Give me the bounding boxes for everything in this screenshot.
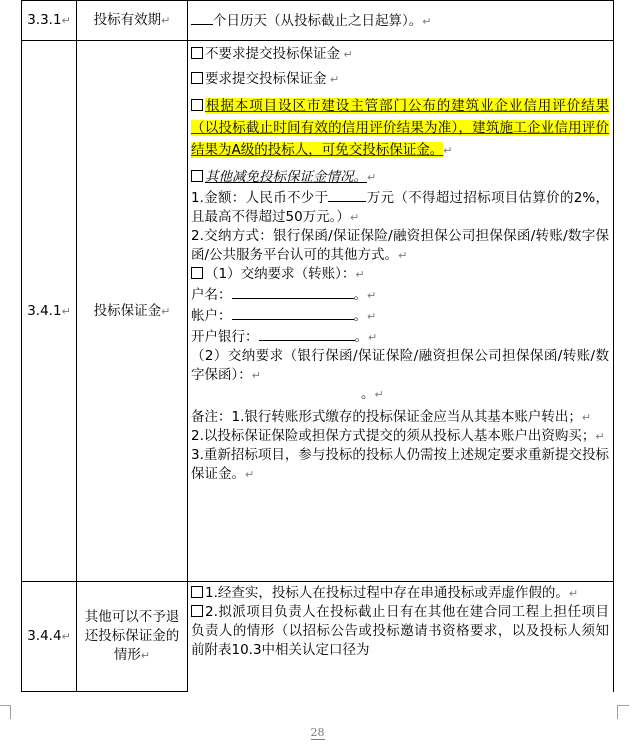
clause-number: 3.4.1↵	[22, 41, 77, 582]
checkbox-icon	[191, 72, 203, 84]
checkbox-icon	[191, 99, 203, 111]
crop-mark	[617, 705, 618, 719]
crop-mark	[617, 705, 629, 706]
table-row	[22, 41, 614, 582]
table-row	[22, 582, 614, 692]
checkbox-icon	[191, 267, 203, 279]
checkbox-icon	[191, 605, 203, 617]
clause-number: 3.4.4↵	[22, 582, 77, 692]
document-table	[21, 0, 614, 692]
page-number: 28	[310, 726, 325, 739]
highlighted-option: 根据本项目设区市建设主管部门公布的建筑业企业信用评价结果（以投标截止时间有效的信用评价结果为准），建筑施工企业信用评价结果为A级的投标人，可免交投标保证金。	[191, 98, 609, 158]
crop-mark	[0, 705, 10, 706]
clause-title: 投标保证金↵	[77, 41, 188, 582]
clause-content: 不要求提交投标保证金 ↵ 要求提交投标保证金 ↵ 根据本项目设区市建设主管部门公布的建筑业企业信用评价结果（以投标截止时间有效的信用评价结果为准），建筑施工企业信用评价结果为A级的投标人，可免交投标保证金。↵ 其他减免投标保证金情况。↵ 1.金额：人民币不少于 万元（不得超过招标项目估算价的2%，且最高不得超过50万元。）↵ 2.交纳方式：银行保函/保证保险/融资担保公司担保保函/转账/数字保函/公共服务平台认可的其他方式。↵ （1）交纳要求（转账）：↵ 户名： 。↵ 帐户： 。↵ 开户银行： 。↵ （2）交纳要求（银行保函/保证保险/融资担保公司担保保函/转账/数字保函）：↵ 。↵ 备注：1.银行转账形式缴存的投标保证金应当从其基本账户转出；↵ 2.以投标保证保险或担保方式提交的须从投标人基本账户出资购买；↵ 3.重新招标项目，参与投标的投标人仍需按上述规定要求重新提交投标保证金。↵	[188, 41, 614, 582]
clause-content: 1.经查实，投标人在投标过程中存在串通投标或弄虚作假的。↵ 2.拟派项目负责人在投标截止日有在其他在建合同工程上担任项目负责人的情形（以招标公告或投标邀请书资格要求，以及投标人须知前附表10.3中相关认定口径为	[188, 582, 614, 692]
clause-title: 其他可以不予退还投标保证金的情形↵	[77, 582, 188, 692]
checkbox-icon	[191, 47, 203, 59]
table-row	[22, 1, 614, 41]
crop-mark	[10, 705, 11, 719]
clause-content: 个日历天（从投标截止之日起算）。↵	[188, 1, 614, 41]
clause-number: 3.3.1↵	[22, 1, 77, 41]
checkbox-icon	[191, 170, 203, 182]
checkbox-icon	[191, 586, 203, 598]
clause-title: 投标有效期↵	[77, 1, 188, 41]
